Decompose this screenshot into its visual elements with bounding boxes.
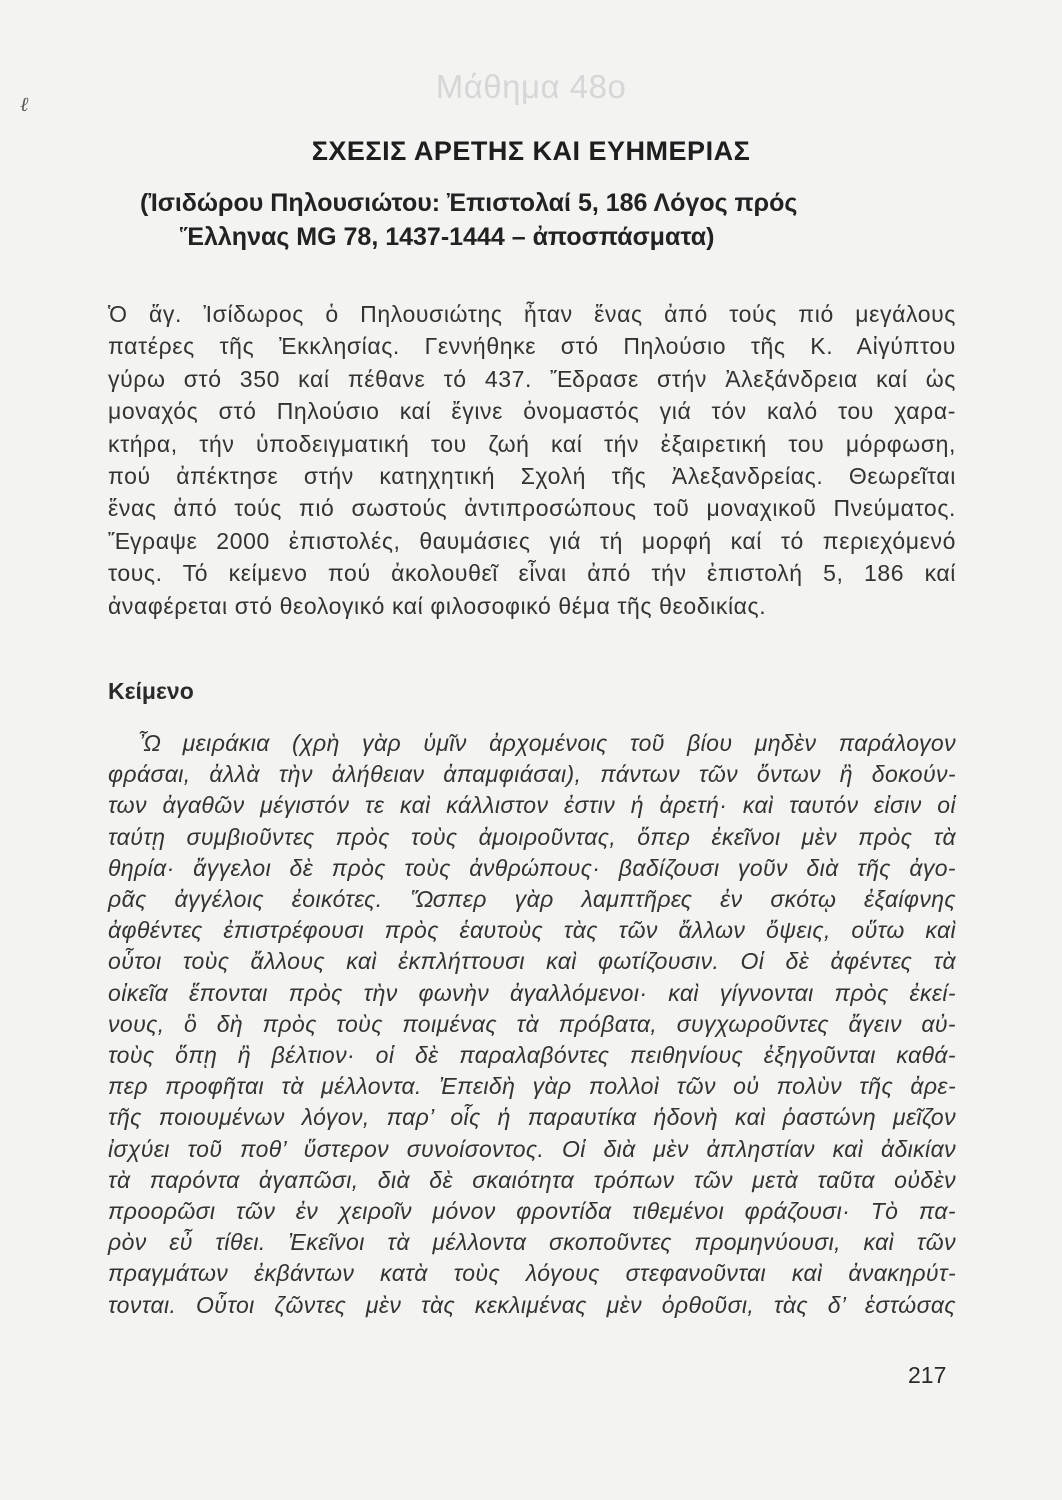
intro-line: Ὁ ἅγ. Ἰσίδωρος ὁ Πηλουσιώτης ἦταν ἕνας ἀπό τούς πιό μεγάλους (108, 301, 956, 327)
intro-line: γύρω στό 350 καί πέθανε τό 437. Ἔδρασε στήν Ἀλεξάνδρεια καί ὡς (108, 365, 956, 392)
section-heading: Κείμενο (108, 678, 194, 704)
text-line: ἰσχύει τοῦ ποθ’ ὕστερον συνοίσοντος. Οἱ διὰ μὲν ἀπληστίαν καὶ ἀδικίαν (108, 1135, 956, 1162)
text-line: των ἀγαθῶν μέγιστόν τε καὶ κάλλιστον ἐστιν ἡ ἀρετή· καὶ ταυτόν εἰσιν οἱ (108, 792, 956, 819)
source-line: Ἕλληνας MG 78, 1437-1444 – ἀποσπάσματα) (180, 223, 715, 251)
text-line: Ὦ μειράκια (χρὴ γὰρ ὑμῖν ἀρχομένοις τοῦ βίου μηδὲν παράλογον (138, 730, 956, 756)
intro-line: ἀναφέρεται στό θεολογικό καί φιλοσοφικό θέμα τῆς θεοδικίας. (108, 592, 767, 619)
text-line: ταύτῃ συμβιοῦντες πρὸς τοὺς ἀμοιροῦντας, ὅπερ ἐκεῖνοι μὲν πρὸς τὰ (108, 823, 956, 850)
text-line: θηρία· ἄγγελοι δὲ πρὸς τοὺς ἀνθρώπους· βαδίζουσι γοῦν διὰ τῆς ἀγο- (108, 854, 956, 881)
ancient-greek-text (108, 728, 956, 1321)
source-reference (140, 186, 930, 254)
intro-line: ἕνας ἀπό τούς πιό σωστούς ἀντιπροσώπους τοῦ μοναχικοῦ Πνεύματος. (108, 495, 956, 522)
text-line: φράσαι, ἀλλὰ τὴν ἀλήθειαν ἀπαμφιάσαι), πάντων τῶν ὄντων ἢ δοκούν- (108, 761, 956, 788)
lesson-label: Μάθημα 48ο (435, 68, 627, 105)
source-line: (Ἰσιδώρου Πηλουσιώτου: Ἐπιστολαί 5, 186 Λόγος πρός (140, 189, 798, 217)
text-line: τοὺς ὅπῃ ἢ βέλτιον· οἱ δὲ παραλαβόντες πειθηνίους ἐξηγοῦνται καθά- (108, 1042, 956, 1069)
text-line: περ προφῆται τὰ μέλλοντα. Ἐπειδὴ γὰρ πολλοὶ τῶν οὐ πολὺν τῆς ἀρε- (108, 1073, 956, 1100)
text-line: πραγμάτων ἐκβάντων κατὰ τοὺς λόγους στεφανοῦνται καὶ ἀνακηρύτ- (108, 1260, 956, 1287)
page-title: ΣΧΕΣΙΣ ΑΡΕΤΗΣ ΚΑΙ ΕΥΗΜΕΡΙΑΣ (311, 136, 751, 166)
text-line: οἰκεῖα ἕπονται πρὸς τὴν φωνὴν ἀγαλλόμενοι· καὶ γίγνονται πρὸς ἐκεί- (108, 979, 956, 1006)
text-line: νους, ὃ δὴ πρὸς τοὺς ποιμένας τὰ πρόβατα, συγχωροῦντες ἄγειν αὐ- (108, 1010, 956, 1037)
text-line: ἀφθέντες ἐπιστρέφουσι πρὸς ἑαυτοὺς τὰς τῶν ἄλλων ὄψεις, οὕτω καὶ (108, 917, 956, 944)
intro-line: τους. Τό κείμενο πού ἀκολουθεῖ εἶναι ἀπό τήν ἐπιστολή 5, 186 καί (108, 560, 956, 587)
intro-line: μοναχός στό Πηλούσιο καί ἔγινε ὀνομαστός γιά τόν καλό του χαρα- (108, 398, 956, 425)
text-line: τῆς ποιουμένων λόγον, παρ’ οἷς ἡ παραυτίκα ἡδονὴ καὶ ῥαστώνη μεῖζον (108, 1104, 956, 1131)
intro-line: πού ἀπέκτησε στήν κατηχητική Σχολή τῆς Ἀλεξανδρείας. Θεωρεῖται (108, 463, 956, 490)
intro-line: Ἔγραψε 2000 ἐπιστολές, θαυμάσιες γιά τή μορφή καί τό περιεχόμενό (108, 527, 956, 554)
page-number: 217 (908, 1362, 947, 1388)
text-line: ρὸν εὖ τίθει. Ἐκεῖνοι τὰ μέλλοντα σκοποῦντες προμηνύουσι, καὶ τῶν (108, 1229, 956, 1256)
text-line: ρᾶς ἀγγέλοις ἐοικότες. Ὥσπερ γὰρ λαμπτῆρες ἐν σκότῳ ἐξαίφνης (108, 886, 956, 913)
text-line: οὗτοι τοὺς ἄλλους καὶ ἐκπλήττουσι καὶ φωτίζουσιν. Οἱ δὲ ἀφέντες τὰ (108, 948, 956, 975)
text-line: τὰ παρόντα ἀγαπῶσι, διὰ δὲ σκαιότητα τρόπων τῶν μετὰ ταῦτα οὐδὲν (108, 1166, 956, 1193)
margin-mark: ℓ (20, 92, 29, 116)
intro-line: πατέρες τῆς Ἐκκλησίας. Γεννήθηκε στό Πηλούσιο τῆς Κ. Αἰγύπτου (108, 333, 956, 360)
intro-line: κτήρα, τήν ὑποδειγματική του ζωή καί τήν ἐξαιρετική του μόρφωση, (108, 430, 956, 457)
text-line: προορῶσι τῶν ἐν χειροῖν μόνον φροντίδα τιθεμένοι φράζουσι· Τὸ πα- (108, 1198, 956, 1225)
text-line: τονται. Οὗτοι ζῶντες μὲν τὰς κεκλιμένας μὲν ὀρθοῦσι, τὰς δ’ ἑστώσας (108, 1291, 956, 1318)
intro-paragraph (108, 298, 956, 622)
